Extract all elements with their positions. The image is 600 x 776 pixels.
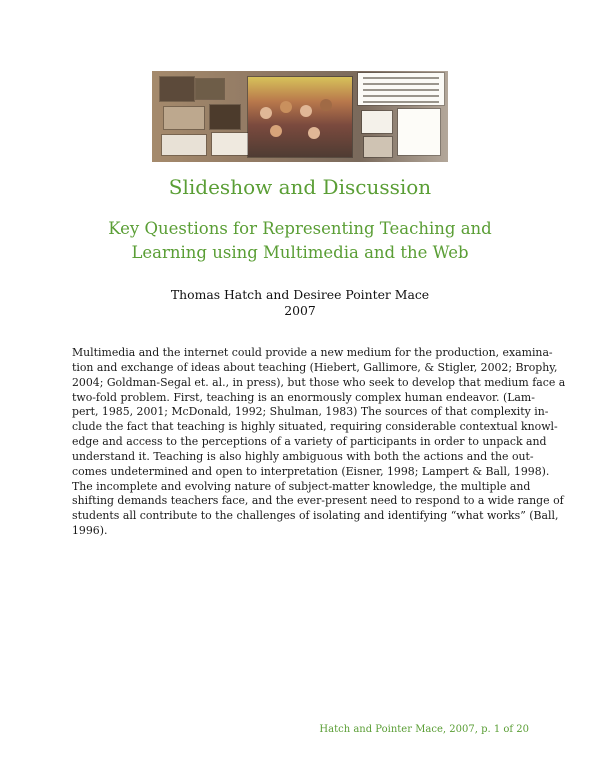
collage-thumbnail <box>212 133 248 155</box>
student-figure <box>320 99 332 111</box>
banner-collage-image <box>152 71 448 162</box>
student-figure <box>300 105 312 117</box>
subtitle-line: Key Questions for Representing Teaching and <box>108 219 492 238</box>
page-footer: Hatch and Pointer Mace, 2007, p. 1 of 20 <box>319 724 529 735</box>
collage-thumbnail <box>210 105 240 129</box>
collage-thumbnail <box>362 111 392 133</box>
body-line: Multimedia and the internet could provide a new medium for the production, examina- <box>72 346 553 359</box>
body-line: two-fold problem. First, teaching is an enormously complex human endeavor. (Lam- <box>72 390 535 404</box>
body-paragraph <box>72 346 566 539</box>
body-line: understand it. Teaching is also highly ambiguous with both the actions and the out- <box>72 449 534 463</box>
classroom-photo <box>248 77 352 157</box>
body-line: 2004; Goldman-Segal et. al., in press), but those who seek to develop that medium face a <box>72 375 566 389</box>
body-line: 1996). <box>72 524 108 538</box>
body-line: shifting demands teachers face, and the ever-present need to respond to a wide range of <box>72 494 564 508</box>
body-line: edge and access to the perceptions of a variety of participants in order to unpack and <box>72 435 547 449</box>
collage-thumbnail <box>160 77 194 101</box>
body-line: clude the fact that teaching is highly situated, requiring considerable contextual knowl- <box>72 420 558 434</box>
collage-thumbnail <box>162 135 206 155</box>
student-figure <box>308 127 320 139</box>
collage-thumbnail <box>398 109 440 155</box>
student-figure <box>270 125 282 137</box>
collage-document-snippet <box>358 73 444 105</box>
page-subtitle <box>100 217 500 265</box>
publication-year: 2007 <box>284 303 316 318</box>
collage-thumbnail <box>164 107 204 129</box>
student-figure <box>260 107 272 119</box>
byline <box>0 287 600 319</box>
body-line: tion and exchange of ideas about teaching (Hiebert, Gallimore, & Stigler, 2002; Brophy, <box>72 360 558 374</box>
collage-thumbnail <box>364 137 392 157</box>
body-line: pert, 1985, 2001; McDonald, 1992; Shulman, 1983) The sources of that complexity in- <box>72 405 549 419</box>
body-line: comes undetermined and open to interpretation (Eisner, 1998; Lampert & Ball, 1998). <box>72 464 550 478</box>
page-title: Slideshow and Discussion <box>168 175 432 199</box>
collage-thumbnail <box>196 79 224 99</box>
student-figure <box>280 101 292 113</box>
body-line: students all contribute to the challenges of isolating and identifying “what works” (Ball, <box>72 509 559 523</box>
body-line: The incomplete and evolving nature of subject-matter knowledge, the multiple and <box>72 479 531 493</box>
author-names: Thomas Hatch and Desiree Pointer Mace <box>170 287 430 302</box>
subtitle-line: Learning using Multimedia and the Web <box>131 243 469 262</box>
